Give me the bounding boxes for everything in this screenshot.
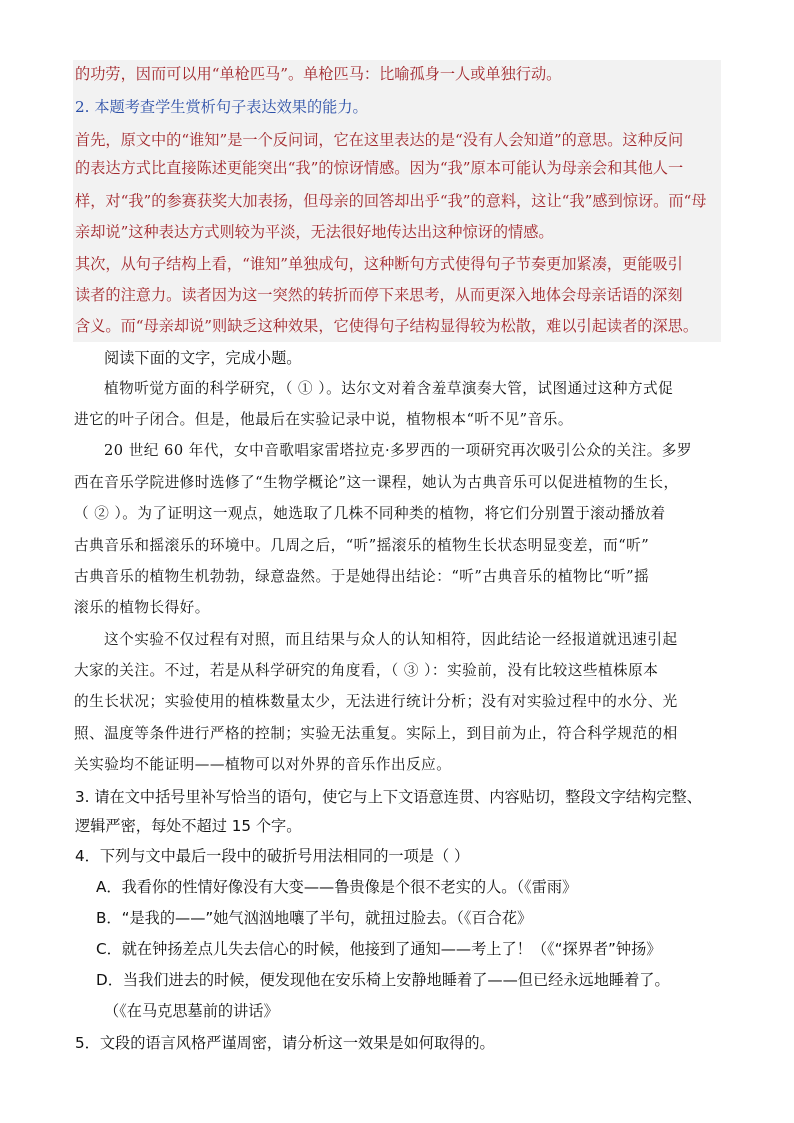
passage-line: 西在音乐学院进修时选修了“生物学概论”这一课程，她认为古典音乐可以促进植物的生长，	[74, 474, 679, 491]
option-c: C．就在钟扬差点儿失去信心的时候，他接到了通知——考上了！（《“探界者”钟扬》	[96, 940, 662, 958]
question-3: 3. 请在文中括号里补写恰当的语句，使它与上下文语意连贯、内容贴切，整段文字结构完整、	[75, 788, 702, 806]
passage-line: 大家的关注。不过，若是从科学研究的角度看，（ ③ ）：实验前，没有比较这些植株原本	[74, 662, 659, 679]
passage-line: 植物听觉方面的科学研究，（ ① ）。达尔文对着含羞草演奏大管，试图通过这种方式促	[104, 380, 674, 397]
answer-line: 首先，原文中的“谁知”是一个反问词，它在这里表达的是“没有人会知道”的意思。这种反问	[75, 131, 684, 149]
option-a: A．我看你的性情好像没有大变——鲁贵像是个很不老实的人。（《雷雨》	[96, 878, 578, 896]
answer-line: 的功劳，因而可以用“单枪匹马”。单枪匹马：比喻孤身一人或单独行动。	[75, 65, 562, 83]
passage-line: 古典音乐和摇滚乐的环境中。几周之后，“听”摇滚乐的植物生长状态明显变差，而“听”	[74, 537, 650, 554]
passage-line: （ ② ）。为了证明这一观点，她选取了几株不同种类的植物，将它们分别置于滚动播放着	[74, 505, 666, 522]
answer-line: 样，对“我”的参赛获奖大加表扬，但母亲的回答却出乎“我”的意料，这让“我”感到惊讶。而“母	[75, 192, 707, 210]
question-4: 4．下列与文中最后一段中的破折号用法相同的一项是（ ）	[75, 847, 470, 865]
question-3-cont: 逻辑严密，每处不超过 15 个字。	[75, 817, 302, 835]
passage-line: 滚乐的植物长得好。	[74, 599, 210, 616]
passage-line: 古典音乐的植物生机勃勃，绿意盎然。于是她得出结论：“听”古典音乐的植物比“听”摇	[74, 568, 650, 585]
passage-line: 这个实验不仅过程有对照，而且结果与众人的认知相符，因此结论一经报道就迅速引起	[104, 631, 678, 648]
answer-line: 亲却说”这种表达方式则较为平淡，无法很好地传达出这种惊讶的情感。	[75, 223, 554, 241]
passage-line: 照、温度等条件进行严格的控制；实验无法重复。实际上，到目前为止，符合科学规范的相	[74, 725, 678, 742]
answer-line: 其次，从句子结构上看，“谁知”单独成句，这种断句方式使得句子节奏更加紧凑，更能吸引	[75, 255, 683, 273]
option-b: B．“是我的——”她气汹汹地嚷了半句，就扭过脸去。（《百合花》	[96, 909, 533, 927]
answer-line: 的表达方式比直接陈述更能突出“我”的惊讶情感。因为“我”原本可能认为母亲会和其他人一	[75, 159, 684, 177]
option-d: D．当我们进去的时候，便发现他在安乐椅上安静地睡着了——但已经永远地睡着了。	[96, 971, 670, 989]
passage-line: 关实验均不能证明——植物可以对外界的音乐作出反应。	[74, 756, 452, 773]
passage-line: 的生长状况；实验使用的植株数量太少，无法进行统计分析；没有对实验过程中的水分、光	[74, 693, 678, 710]
reading-instruction: 阅读下面的文字，完成小题。	[104, 349, 302, 367]
answer-line: 含义。而“母亲却说”则缺乏这种效果，它使得句子结构显得较为松散，难以引起读者的深思。	[75, 317, 699, 335]
question-5: 5．文段的语言风格严谨周密，请分析这一效果是如何取得的。	[75, 1034, 495, 1052]
passage-line: 进它的叶子闭合。但是，他最后在实验记录中说，植物根本“听不见”音乐。	[74, 411, 573, 428]
answer-line: 读者的注意力。读者因为这一突然的转折而停下来思考，从而更深入地体会母亲话语的深刻	[75, 286, 683, 304]
passage-line: 20 世纪 60 年代，女中音歌唱家雷塔拉克·多罗西的一项研究再次吸引公众的关注。多罗	[104, 442, 692, 459]
option-d-source: （《在马克思墓前的讲话》	[104, 1002, 279, 1020]
answer-heading: 2. 本题考查学生赏析句子表达效果的能力。	[75, 98, 368, 116]
